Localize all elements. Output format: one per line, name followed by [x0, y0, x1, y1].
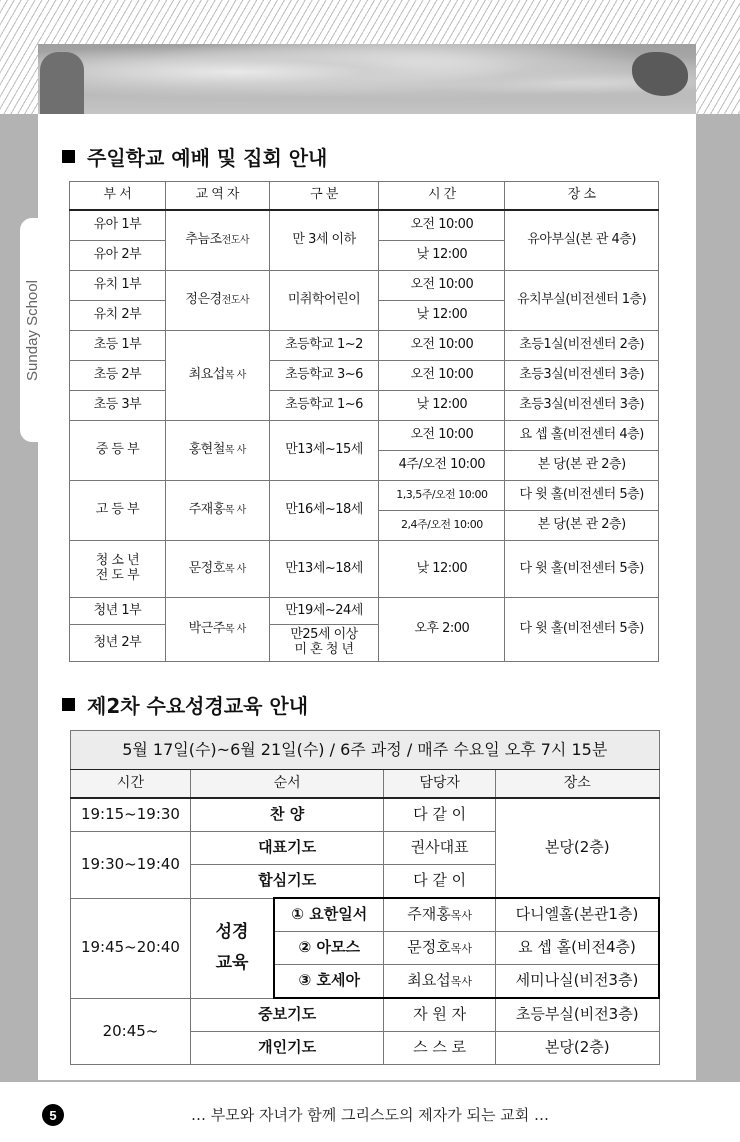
division-cell: 만13세~18세: [269, 541, 379, 598]
header-cell: 순서: [190, 770, 383, 799]
minister-title: 목 사: [224, 624, 246, 636]
header-cell: 장 소: [505, 182, 659, 211]
minister-name: 주재홍: [188, 502, 225, 518]
square-bullet-icon: [62, 150, 75, 163]
table-row: [70, 481, 659, 511]
time-cell: 2,4주/오전 10:00: [379, 511, 505, 541]
side-label: Sunday School: [23, 279, 41, 381]
header-cell: 담당자: [384, 770, 496, 799]
footer-slogan: … 부모와 자녀가 함께 그리스도의 제자가 되는 교회 …: [191, 1106, 549, 1124]
table-row: [70, 331, 659, 361]
minister-cell: [165, 210, 269, 271]
order-cell: 합심기도: [190, 865, 383, 899]
header-cell: 구 분: [269, 182, 379, 211]
time-cell: 오전 10:00: [379, 421, 505, 451]
place-cell: 세미나실(비전3층): [495, 965, 659, 999]
person-name: 문정호: [407, 938, 451, 957]
person-cell: [384, 965, 496, 999]
minister-title: 전도사: [221, 235, 250, 247]
minister-title: 목 사: [224, 370, 246, 382]
division-cell: 초등학교 3~6: [269, 361, 379, 391]
header-cell: 부 서: [70, 182, 166, 211]
group-line: 성경: [215, 922, 249, 943]
place-cell: 본당(2층): [495, 798, 659, 898]
minister-title: 목 사: [224, 445, 246, 457]
division-cell: 미취학어린이: [269, 271, 379, 331]
header-cell: 교 역 자: [165, 182, 269, 211]
person-title: 목사: [450, 942, 473, 956]
minister-name: 홍현철: [188, 442, 225, 458]
place-cell: 다니엘홀(본관1층): [495, 898, 659, 932]
order-cell: 대표기도: [190, 832, 383, 865]
division-cell: [269, 625, 379, 662]
place-cell: 다 윗 홀(비전센터 5층): [505, 481, 659, 511]
minister-title: 전도사: [221, 295, 250, 307]
minister-title: 목 사: [224, 505, 246, 517]
division-cell: 만13세~15세: [269, 421, 379, 481]
division-cell: 초등학교 1~2: [269, 331, 379, 361]
time-cell: 19:45~20:40: [71, 898, 191, 998]
table-row: [71, 798, 660, 832]
dept-cell: 유치 1부: [70, 271, 166, 301]
page-number: 5: [42, 1104, 64, 1126]
place-cell: 초등3실(비전센터 3층): [505, 391, 659, 421]
header-photo: [38, 44, 696, 114]
table-row: [70, 210, 659, 241]
section2-heading: [62, 690, 308, 719]
course-cell: ① 요한일서: [274, 898, 384, 932]
time-cell: 4주/오전 10:00: [379, 451, 505, 481]
place-cell: 본당(2층): [495, 1032, 659, 1065]
division-line: 미 혼 청 년: [294, 642, 354, 657]
group-cell: [190, 898, 274, 998]
minister-cell: [165, 331, 269, 421]
minister-cell: [165, 421, 269, 481]
place-cell: 초등1실(비전센터 2층): [505, 331, 659, 361]
time-cell: 20:45~: [71, 998, 191, 1065]
dept-cell: 청년 1부: [70, 598, 166, 625]
person-title: 목사: [450, 975, 473, 989]
place-cell: 본 당(본 관 2층): [505, 511, 659, 541]
minister-name: 추늠조: [185, 232, 222, 248]
tower-image: [40, 52, 84, 114]
order-cell: 찬 양: [190, 798, 383, 832]
table-row: [70, 541, 659, 598]
square-bullet-icon: [62, 698, 75, 711]
table-header: [71, 770, 660, 799]
person-cell: 스 스 로: [384, 1032, 496, 1065]
time-cell: 오후 2:00: [379, 598, 505, 662]
table-row: [70, 421, 659, 451]
minister-cell: [165, 598, 269, 662]
minister-cell: [165, 481, 269, 541]
person-name: 주재홍: [407, 905, 451, 924]
minister-name: 문정호: [188, 560, 225, 576]
header-cell: 장소: [495, 770, 659, 799]
dept-cell: 중 등 부: [70, 421, 166, 481]
time-cell: 1,3,5주/오전 10:00: [379, 481, 505, 511]
minister-name: 최요섭: [188, 367, 225, 383]
person-name: 최요섭: [407, 971, 451, 990]
group-line: 교육: [215, 953, 249, 973]
time-cell: 낮 12:00: [379, 241, 505, 271]
person-cell: 다 같 이: [384, 865, 496, 899]
division-cell: 초등학교 1~6: [269, 391, 379, 421]
person-cell: 다 같 이: [384, 798, 496, 832]
table-row: [70, 391, 659, 421]
table-row: [70, 598, 659, 625]
place-cell: 유아부실(본 관 4층): [505, 210, 659, 271]
table-row: [71, 998, 660, 1032]
place-cell: 초등3실(비전센터 3층): [505, 361, 659, 391]
place-cell: 요 셉 홀(비전센터 4층): [505, 421, 659, 451]
section1-title: 주일학교 예배 및 집회 안내: [87, 146, 328, 170]
table-row: [71, 898, 660, 932]
place-cell: 유치부실(비전센터 1층): [505, 271, 659, 331]
time-cell: 낮 12:00: [379, 301, 505, 331]
banner-row: [71, 731, 660, 770]
order-cell: 중보기도: [190, 998, 383, 1032]
dept-cell: [70, 541, 166, 598]
place-cell: 다 윗 홀(비전센터 5층): [505, 598, 659, 662]
dept-line: 전 도 부: [95, 568, 140, 583]
minister-name: 박근주: [188, 621, 225, 637]
course-cell: ③ 호세아: [274, 965, 384, 999]
time-cell: 오전 10:00: [379, 331, 505, 361]
person-cell: 권사대표: [384, 832, 496, 865]
time-cell: 19:30~19:40: [71, 832, 191, 899]
time-cell: 낮 12:00: [379, 391, 505, 421]
bible-study-table: [70, 730, 660, 1065]
person-cell: [384, 932, 496, 965]
time-cell: 오전 10:00: [379, 271, 505, 301]
dept-cell: 초등 3부: [70, 391, 166, 421]
time-cell: 오전 10:00: [379, 361, 505, 391]
dept-cell: 청년 2부: [70, 625, 166, 662]
person-cell: 자 원 자: [384, 998, 496, 1032]
place-cell: 요 셉 홀(비전4층): [495, 932, 659, 965]
table-header: [70, 182, 659, 211]
person-cell: [384, 898, 496, 932]
dept-cell: 초등 2부: [70, 361, 166, 391]
dept-cell: 유아 1부: [70, 210, 166, 241]
header-cell: 시 간: [379, 182, 505, 211]
place-cell: 본 당(본 관 2층): [505, 451, 659, 481]
time-cell: 19:15~19:30: [71, 798, 191, 832]
course-cell: ② 아모스: [274, 932, 384, 965]
place-cell: 다 윗 홀(비전센터 5층): [505, 541, 659, 598]
dept-cell: 유아 2부: [70, 241, 166, 271]
time-cell: 낮 12:00: [379, 541, 505, 598]
schedule-banner: 5월 17일(수)~6월 21일(수) / 6주 과정 / 매주 수요일 오후 7시 15분: [71, 731, 660, 770]
minister-cell: [165, 541, 269, 598]
section2-title: 제2차 수요성경교육 안내: [87, 694, 309, 718]
place-cell: 초등부실(비전3층): [495, 998, 659, 1032]
division-line: 만25세 이상: [290, 627, 358, 643]
division-cell: 만 3세 이하: [269, 210, 379, 271]
sunday-school-table: [69, 181, 659, 662]
dept-cell: 고 등 부: [70, 481, 166, 541]
minister-name: 정은경: [185, 292, 222, 308]
table-row: [70, 271, 659, 301]
division-cell: 만19세~24세: [269, 598, 379, 625]
minister-title: 목 사: [224, 563, 246, 575]
person-title: 목사: [450, 909, 473, 923]
dept-cell: 초등 1부: [70, 331, 166, 361]
dept-cell: 유치 2부: [70, 301, 166, 331]
dept-line: 청 소 년: [95, 553, 140, 569]
table-row: [70, 361, 659, 391]
time-cell: 오전 10:00: [379, 210, 505, 241]
minister-cell: [165, 271, 269, 331]
section1-heading: [62, 142, 327, 171]
order-cell: 개인기도: [190, 1032, 383, 1065]
header-cell: 시간: [71, 770, 191, 799]
division-cell: 만16세~18세: [269, 481, 379, 541]
